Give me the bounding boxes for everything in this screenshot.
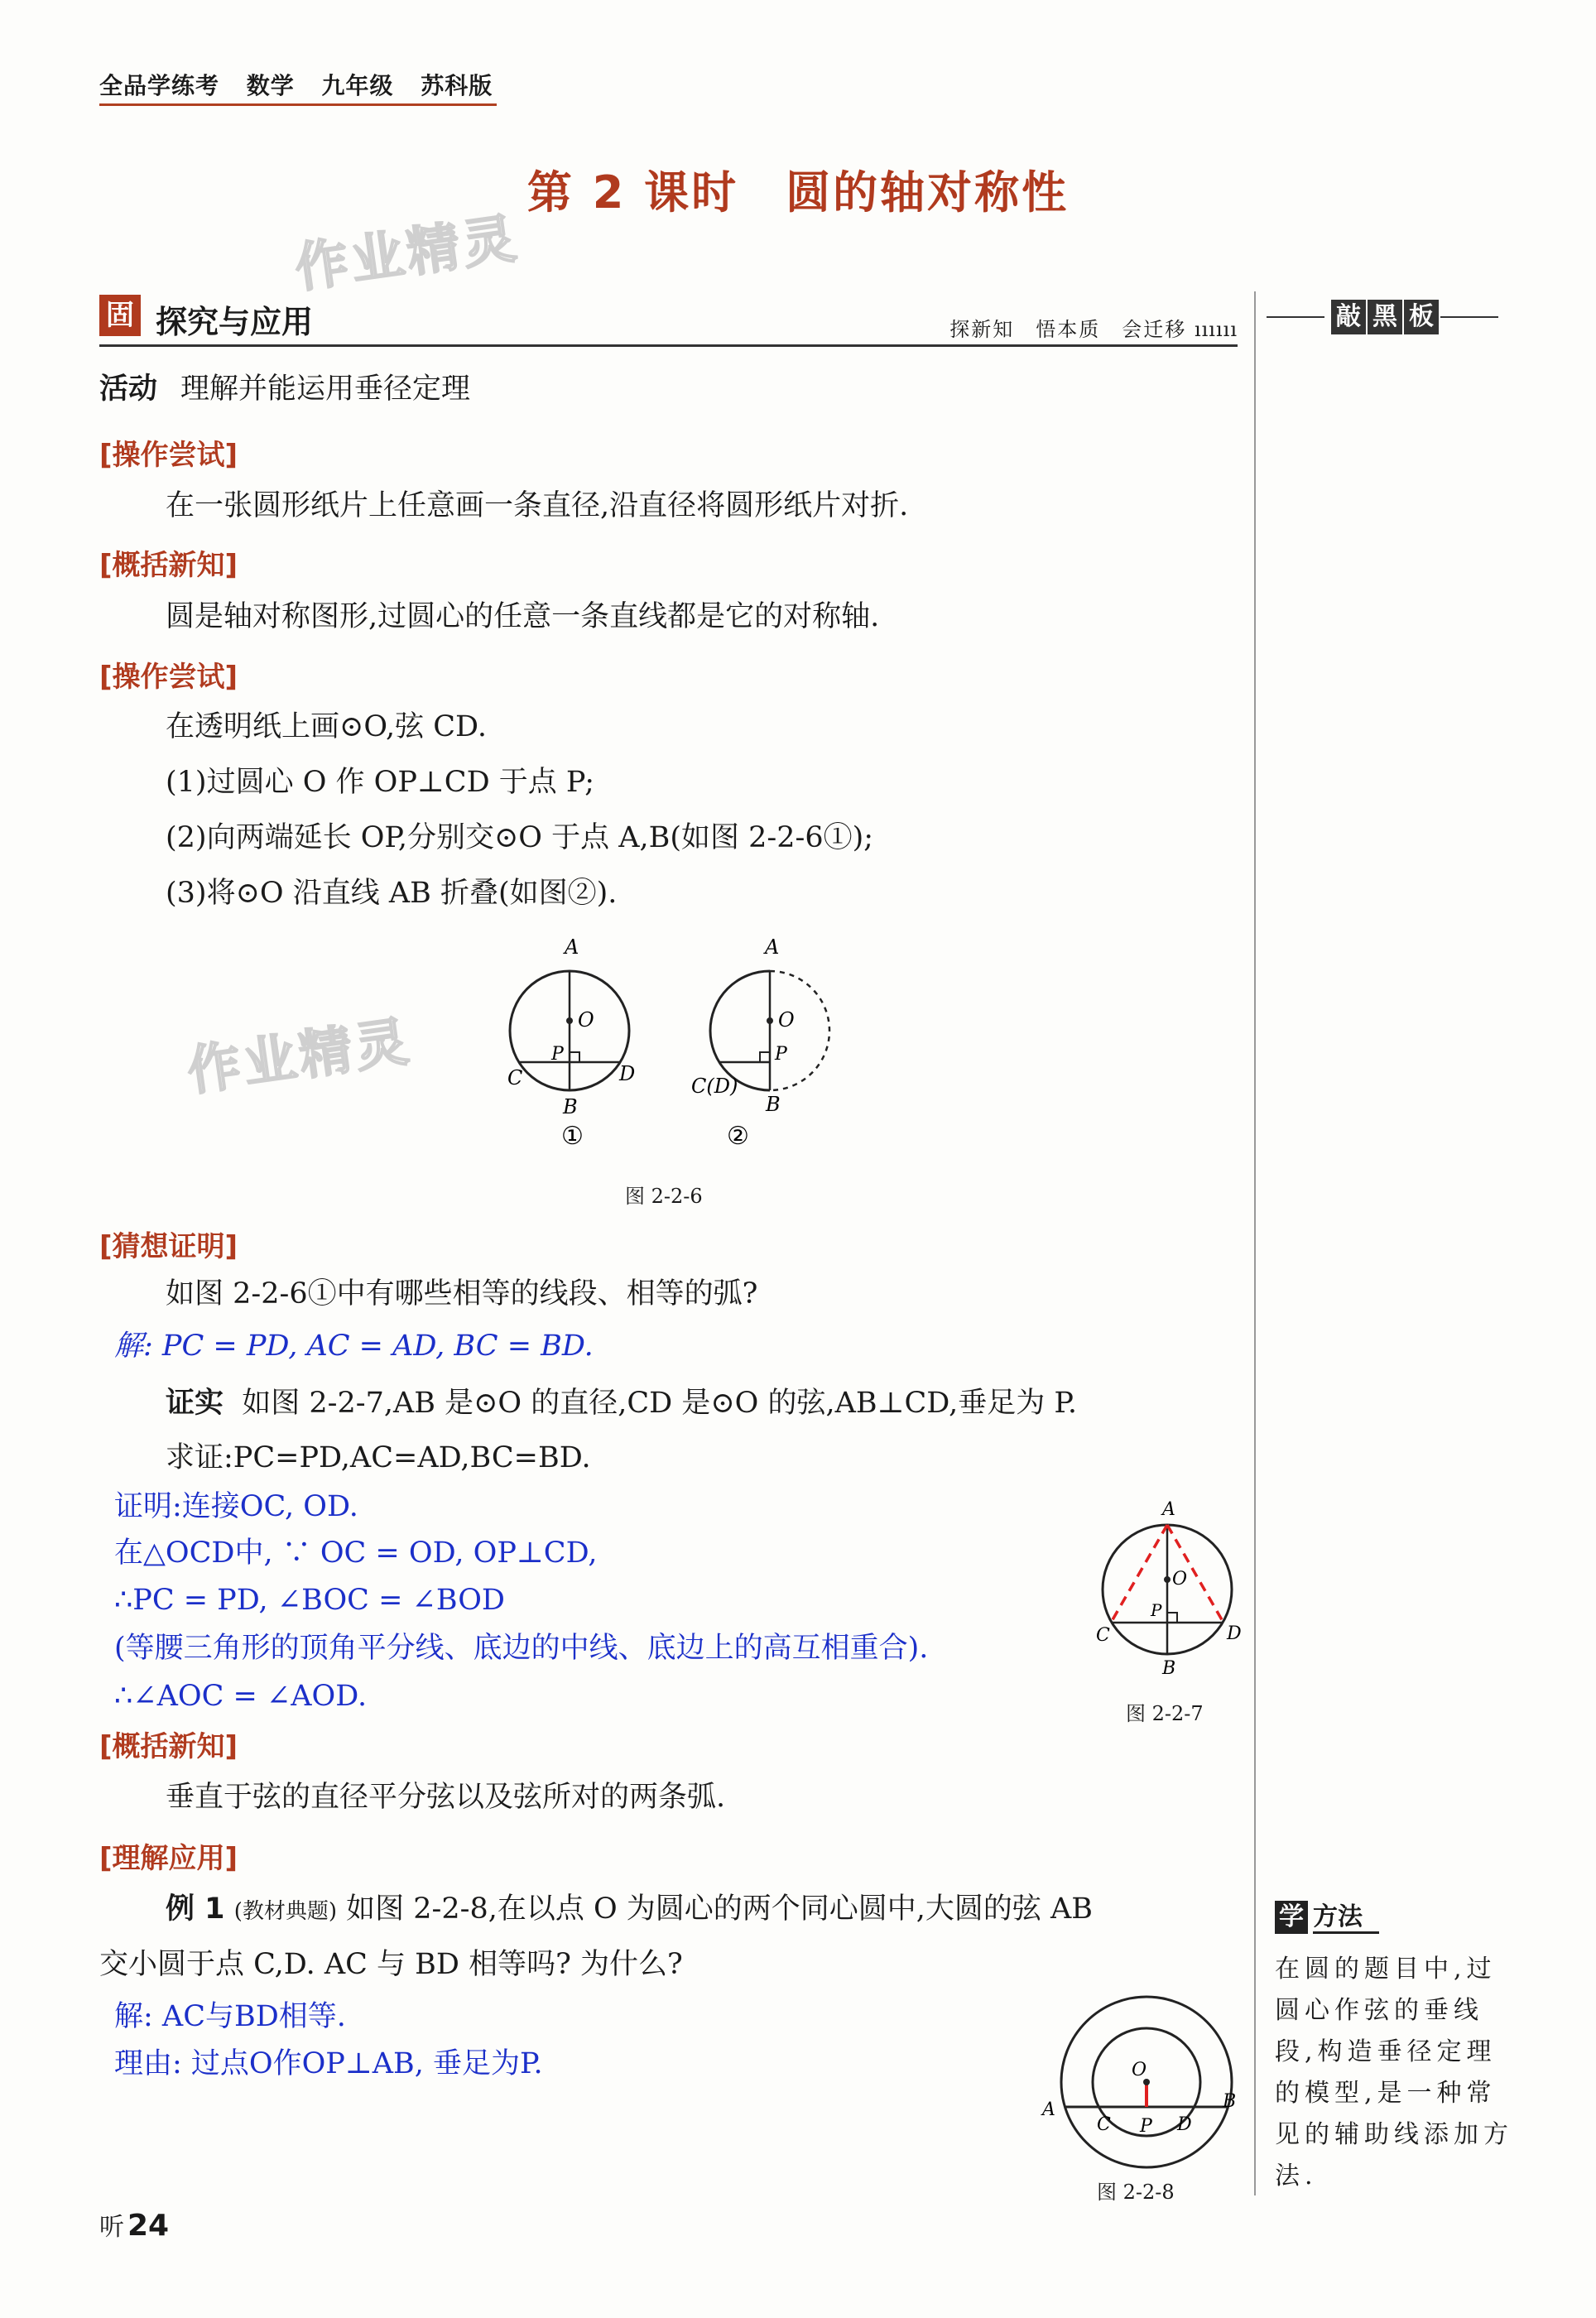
operation-line: 在透明纸上画⊙O,弦 CD. bbox=[166, 710, 487, 743]
sidebar-divider bbox=[1254, 291, 1256, 2195]
tag-operation: [操作尝试] bbox=[99, 661, 238, 694]
figure-caption: 图 2-2-7 bbox=[1126, 1702, 1204, 1725]
tag-generalize: [概括新知] bbox=[99, 1730, 238, 1763]
board-banner bbox=[1258, 291, 1507, 341]
operation-line: (1)过圆心 O 作 OP⊥CD 于点 P; bbox=[166, 766, 594, 799]
figure-2-2-8 bbox=[1039, 1983, 1242, 2181]
proof-line: (等腰三角形的顶角平分线、底边的中线、底边上的高互相重合). bbox=[114, 1632, 929, 1665]
label-A: A bbox=[1162, 1499, 1175, 1520]
operation-line: (3)将⊙O 沿直线 AB 折叠(如图②). bbox=[166, 877, 618, 910]
proof-line: 在△OCD中, ∵ OC = OD, OP⊥CD, bbox=[114, 1537, 598, 1570]
example-text: 如图 2-2-8,在以点 O 为圆心的两个同心圆中,大圆的弦 AB bbox=[346, 1892, 1094, 1926]
proof-statement: 证实 如图 2-2-7,AB 是⊙O 的直径,CD 是⊙O 的弦,AB⊥CD,垂足为 P. bbox=[166, 1387, 1077, 1420]
fig6-diagram-2 bbox=[691, 935, 829, 1151]
fig6-diagram-1 bbox=[507, 935, 635, 1151]
method-body: 在圆的题目中,过圆心作弦的垂线段,构造垂径定理的模型,是一种常见的辅助线添加方法. bbox=[1275, 1955, 1513, 2191]
activity-title: 理解并能运用垂径定理 bbox=[180, 373, 471, 406]
figure-2-2-7 bbox=[1084, 1490, 1250, 1689]
header-subject: 数学 bbox=[246, 72, 295, 99]
label-A: A bbox=[565, 935, 579, 959]
generalize-text: 垂直于弦的直径平分弦以及弦所对的两条弧. bbox=[166, 1781, 726, 1814]
method-note bbox=[1275, 1896, 1523, 2197]
method-title: 方法 bbox=[1313, 1902, 1379, 1934]
label-D: D bbox=[1177, 2114, 1192, 2135]
activity-heading bbox=[99, 366, 470, 407]
section-icon: 固 bbox=[99, 295, 141, 336]
tag-operation: [操作尝试] bbox=[99, 439, 238, 472]
section-rule bbox=[99, 344, 1238, 347]
guess-question: 如图 2-2-6①中有哪些相等的线段、相等的弧? bbox=[166, 1277, 758, 1310]
header-grade: 九年级 bbox=[321, 72, 394, 99]
example-text-2: 交小圆于点 C,D. AC 与 BD 相等吗? 为什么? bbox=[99, 1948, 683, 1981]
method-icon: 学 bbox=[1275, 1901, 1308, 1934]
example-answer: 理由: 过点O作OP⊥AB, 垂足为P. bbox=[114, 2047, 543, 2080]
label-D: D bbox=[619, 1062, 636, 1085]
watermark: 作业精灵 bbox=[184, 1011, 416, 1104]
label-O: O bbox=[1132, 2060, 1147, 2080]
label-D: D bbox=[1227, 1623, 1242, 1644]
label-O: O bbox=[578, 1008, 594, 1032]
proof-line: ∴∠AOC = ∠AOD. bbox=[114, 1680, 368, 1713]
header-series: 全品学练考 bbox=[99, 72, 220, 99]
figure-caption: 图 2-2-8 bbox=[1097, 2181, 1175, 2204]
tag-application: [理解应用] bbox=[99, 1842, 238, 1875]
example-answer: 解: AC与BD相等. bbox=[114, 2000, 346, 2033]
label-P: P bbox=[1140, 2116, 1152, 2137]
label-P: P bbox=[775, 1044, 787, 1065]
method-header bbox=[1275, 1896, 1523, 1934]
label-C: C bbox=[1097, 2114, 1111, 2135]
section-header bbox=[99, 291, 1238, 349]
board-char: 黑 bbox=[1368, 300, 1402, 334]
header-rule bbox=[99, 103, 497, 106]
label-O: O bbox=[778, 1008, 795, 1032]
lesson-title: 第 2 课时 圆的轴对称性 bbox=[526, 166, 1070, 219]
proof-line: 证明:连接OC, OD. bbox=[114, 1490, 358, 1523]
figure-caption: 图 2-2-6 bbox=[625, 1185, 703, 1208]
proof-goal: 求证:PC=PD,AC=AD,BC=BD. bbox=[166, 1441, 591, 1474]
example-line bbox=[166, 1890, 1093, 1929]
label-P: P bbox=[1151, 1600, 1162, 1620]
section-title: 探究与应用 bbox=[156, 304, 314, 340]
label-B: B bbox=[1223, 2091, 1237, 2112]
proof-line: ∴PC = PD, ∠BOC = ∠BOD bbox=[114, 1584, 505, 1617]
operation-line: (2)向两端延长 OP,分别交⊙O 于点 A,B(如图 2-2-6①); bbox=[166, 821, 874, 854]
activity-label: 活动 bbox=[99, 373, 158, 406]
label-B: B bbox=[563, 1095, 578, 1118]
label-circled-2: ② bbox=[727, 1122, 749, 1151]
label-B: B bbox=[766, 1093, 781, 1116]
book-header bbox=[99, 68, 493, 101]
label-CD: C(D) bbox=[691, 1075, 738, 1098]
generalize-text: 圆是轴对称图形,过圆心的任意一条直线都是它的对称轴. bbox=[166, 600, 880, 633]
watermark: 作业精灵 bbox=[291, 208, 523, 301]
example-source: (教材典题) bbox=[233, 1899, 337, 1924]
figure-2-2-6 bbox=[480, 927, 861, 1159]
example-label: 例 1 bbox=[166, 1892, 225, 1926]
tag-guess-prove: [猜想证明] bbox=[99, 1230, 238, 1263]
label-C: C bbox=[507, 1066, 523, 1089]
board-char: 板 bbox=[1404, 300, 1439, 334]
guess-answer: 解: PC = PD, AC = AD, BC = BD. bbox=[114, 1330, 594, 1363]
page-number: 听 24 bbox=[99, 2209, 170, 2243]
operation-text: 在一张圆形纸片上任意画一条直径,沿直径将圆形纸片对折. bbox=[166, 489, 909, 522]
label-circled-1: ① bbox=[561, 1122, 584, 1151]
label-O: O bbox=[1172, 1569, 1188, 1589]
label-P: P bbox=[551, 1044, 564, 1065]
label-A: A bbox=[1042, 2099, 1055, 2120]
tag-generalize: [概括新知] bbox=[99, 549, 238, 582]
section-tags: 探新知 悟本质 会迁移 ıııııı bbox=[949, 318, 1238, 341]
board-char: 敲 bbox=[1331, 300, 1366, 334]
label-B: B bbox=[1162, 1658, 1176, 1679]
proof-label: 证实 bbox=[166, 1387, 224, 1420]
header-edition: 苏科版 bbox=[421, 72, 493, 99]
label-A: A bbox=[765, 935, 780, 959]
label-C: C bbox=[1096, 1625, 1110, 1646]
